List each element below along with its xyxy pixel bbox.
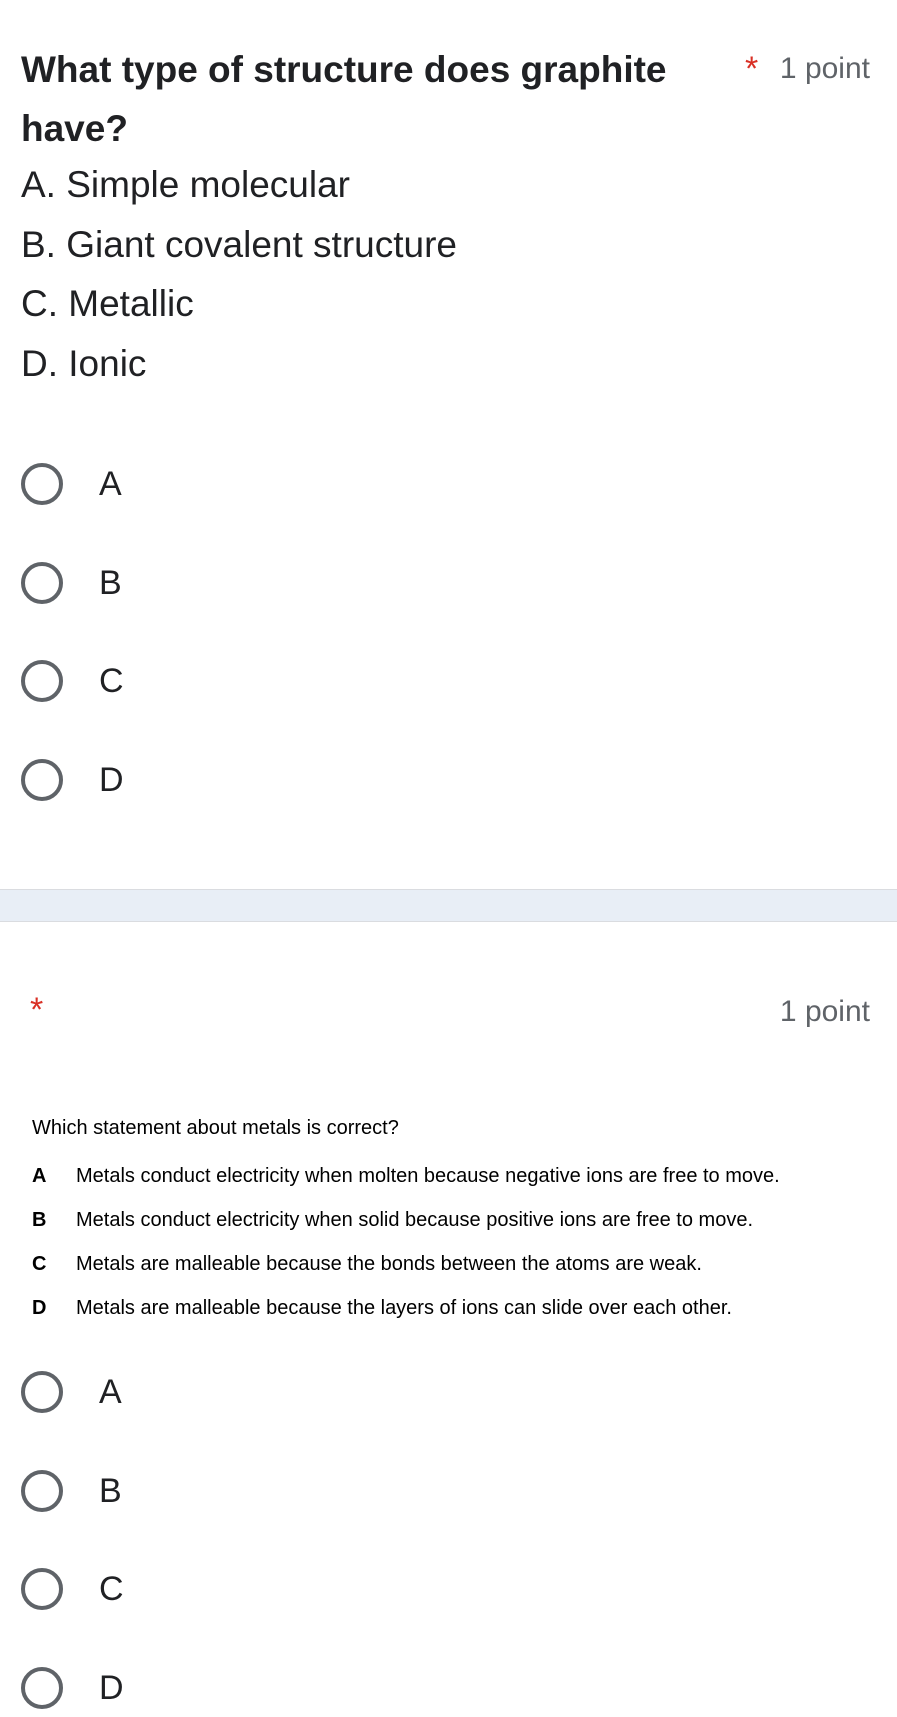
radio-circle-icon[interactable] xyxy=(21,1470,63,1512)
image-option-c xyxy=(32,1251,878,1277)
radio-circle-icon[interactable] xyxy=(21,463,63,505)
question-text-option-a: A. Simple molecular xyxy=(21,164,351,205)
radio-label: D xyxy=(99,1669,124,1707)
required-asterisk: * xyxy=(745,50,759,88)
radio-circle-icon[interactable] xyxy=(21,1371,63,1413)
image-option-text: Metals conduct electricity when solid because positive ions are free to move. xyxy=(76,1209,754,1231)
radio-option-c[interactable] xyxy=(21,658,861,710)
card-separator xyxy=(0,889,897,922)
radio-label: C xyxy=(99,1570,124,1608)
image-option-d xyxy=(32,1295,878,1321)
radio-circle-icon[interactable] xyxy=(21,759,63,801)
radio-label: C xyxy=(99,662,124,700)
question-text-option-d: D. Ionic xyxy=(21,343,147,384)
question-title-line2: have? xyxy=(21,108,128,149)
points-label: 1 point xyxy=(779,995,870,1028)
radio-label: A xyxy=(99,1373,122,1411)
required-asterisk: * xyxy=(30,991,44,1029)
image-option-b xyxy=(32,1207,878,1233)
image-question-stem: Which statement about metals is correct? xyxy=(32,1117,399,1139)
points-label: 1 point xyxy=(779,52,870,85)
radio-option-c[interactable] xyxy=(21,1566,861,1618)
radio-label: B xyxy=(99,564,122,602)
radio-label: D xyxy=(99,761,124,799)
question-title-line1: What type of structure does graphite xyxy=(21,49,667,90)
image-option-text: Metals are malleable because the bonds between the atoms are weak. xyxy=(76,1253,702,1275)
image-option-letter: A xyxy=(32,1165,47,1187)
radio-option-a[interactable] xyxy=(21,1369,861,1421)
image-option-letter: B xyxy=(32,1209,47,1231)
radio-label: A xyxy=(99,465,122,503)
image-option-letter: C xyxy=(32,1253,47,1275)
radio-option-a[interactable] xyxy=(21,461,861,513)
image-option-text: Metals conduct electricity when molten because negative ions are free to move. xyxy=(76,1165,780,1187)
radio-option-d[interactable] xyxy=(21,1665,861,1717)
radio-circle-icon[interactable] xyxy=(21,1568,63,1610)
question-title xyxy=(21,40,701,158)
image-option-text: Metals are malleable because the layers of ions can slide over each other. xyxy=(76,1297,732,1319)
radio-label: B xyxy=(99,1472,122,1510)
question-image xyxy=(28,1115,878,1335)
radio-circle-icon[interactable] xyxy=(21,660,63,702)
radio-option-b[interactable] xyxy=(21,1468,861,1520)
question-text-option-c: C. Metallic xyxy=(21,283,194,324)
image-option-a xyxy=(32,1163,878,1189)
radio-option-b[interactable] xyxy=(21,560,861,612)
radio-circle-icon[interactable] xyxy=(21,562,63,604)
question-text-option-b: B. Giant covalent structure xyxy=(21,224,457,265)
image-option-letter: D xyxy=(32,1297,47,1319)
radio-circle-icon[interactable] xyxy=(21,1667,63,1709)
radio-option-d[interactable] xyxy=(21,757,861,809)
